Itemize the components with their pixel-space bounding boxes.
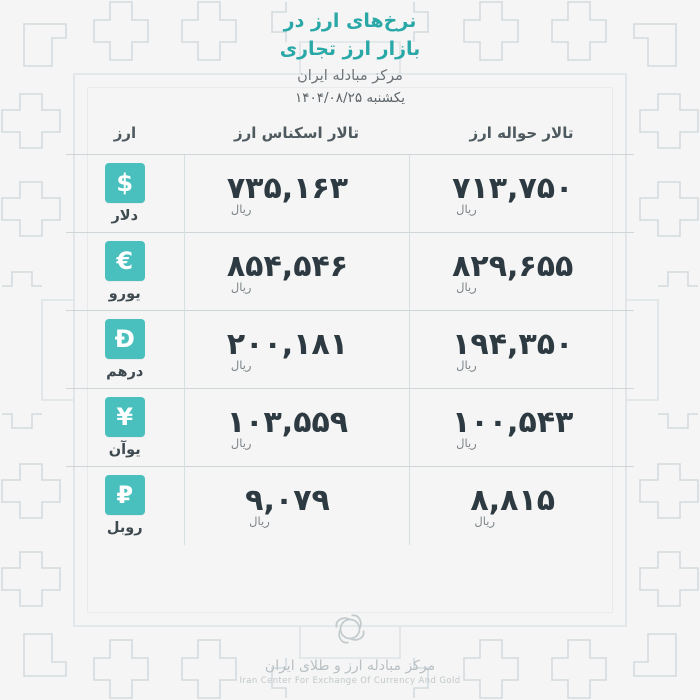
rate-value-group [452,327,573,372]
currency-name: دلار [111,208,139,224]
organization-logo-icon [323,602,377,656]
unit-label: ریال [456,279,477,294]
page-title-line1: نرخ‌های ارز در [283,10,417,32]
banknote-cell [184,467,409,545]
dollar-sign-icon: $ [105,163,145,203]
unit-label: ریال [230,357,252,372]
banknote-cell [184,233,409,311]
banknote-cell [184,311,409,389]
table-header-row [66,118,634,155]
header [0,8,700,108]
currency-cell [66,155,184,233]
column-header-remittance: تالار حواله ارز [469,124,574,142]
remittance-cell [409,311,634,389]
rate-value-group [470,483,555,528]
currency-cell [66,389,184,467]
currency-cell [66,467,184,545]
rate-value-group [227,249,348,294]
table-row [66,233,634,311]
unit-label: ریال [456,435,477,450]
remittance-cell [409,467,634,545]
yuan-sign-icon: ¥ [105,397,145,437]
banknote-value: ۹,۰۷۹ [245,482,330,518]
remittance-value: ۱۰۰,۵۴۳ [452,404,574,440]
currency-name: درهم [106,364,144,380]
rate-value-group [227,171,348,216]
remittance-value: ۸,۸۱۵ [470,482,556,518]
banknote-value: ۸۵۴,۵۴۶ [226,248,349,284]
remittance-value: ۷۱۳,۷۵۰ [452,170,574,206]
remittance-cell [409,233,634,311]
remittance-value: ۱۹۴,۳۵۰ [452,326,574,362]
banknote-cell [184,389,409,467]
table-head [66,118,634,155]
currency-name: یوآن [108,442,141,458]
header-subtitle: مرکز مبادله ایران [297,68,403,85]
unit-label: ریال [456,357,477,372]
rate-value-group [452,249,573,294]
column-header-banknote: تالار اسکناس ارز [234,124,359,142]
dirham-sign-icon: Ð [105,319,145,359]
rates-table-container [66,118,634,545]
remittance-cell [409,155,634,233]
rates-table [66,118,634,545]
unit-label: ریال [456,201,477,216]
table-row [66,389,634,467]
rate-value-group [245,483,330,528]
remittance-cell [409,389,634,467]
column-header-currency: ارز [113,124,137,142]
rate-value-group [227,405,348,450]
unit-label: ریال [230,435,252,450]
currency-name: یورو [108,286,141,302]
remittance-value: ۸۲۹,۶۵۵ [452,248,574,284]
rate-value-group [227,327,348,372]
table-row [66,467,634,545]
table-row [66,155,634,233]
banknote-value: ۷۳۵,۱۶۳ [226,170,349,206]
footer-logo-text-en: Iran Center For Exchange Of Currency And Gold [239,676,461,686]
footer [0,602,700,686]
page-title-line2: بازار ارز تجاری [279,37,421,60]
currency-cell [66,311,184,389]
banknote-value: ۲۰۰,۱۸۱ [226,326,349,362]
unit-label: ریال [230,279,252,294]
rate-value-group [452,171,573,216]
euro-sign-icon: € [105,241,145,281]
table-row [66,311,634,389]
rate-value-group [452,405,573,450]
unit-label: ریال [474,513,496,528]
currency-name: روبل [106,520,143,537]
footer-logo-text-fa: مرکز مبادله ارز و طلای ایران [264,658,436,674]
table-body [66,155,634,545]
ruble-sign-icon: ₽ [105,475,145,515]
banknote-cell [184,155,409,233]
header-date: یکشنبه ۱۴۰۴/۰۸/۲۵ [294,89,406,106]
currency-cell [66,233,184,311]
unit-label: ریال [249,513,270,528]
unit-label: ریال [230,201,252,216]
banknote-value: ۱۰۳,۵۵۹ [226,404,349,440]
